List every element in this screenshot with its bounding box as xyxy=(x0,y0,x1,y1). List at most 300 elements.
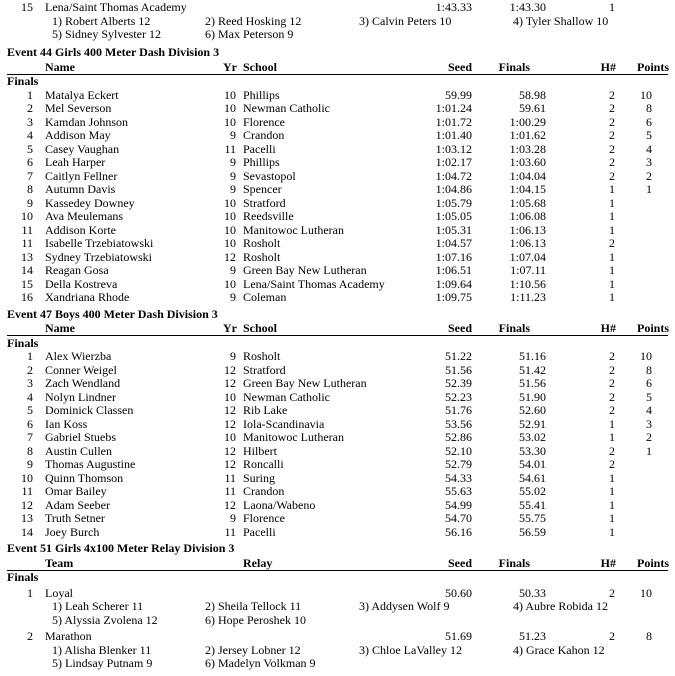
relay-member: 5) Sidney Sylvester 12 xyxy=(52,27,161,41)
place: 2 xyxy=(27,101,33,115)
athlete-name: Quinn Thomson xyxy=(45,470,124,485)
finals-time: 1:03.60 xyxy=(509,155,546,169)
finals-time: 1:07.11 xyxy=(510,263,546,277)
athlete-name: Joey Burch xyxy=(45,524,100,539)
place: 1 xyxy=(27,349,33,363)
relay-member: 2) Reed Hosking 12 xyxy=(205,13,302,28)
year: 12 xyxy=(224,457,236,471)
school: Roncalli xyxy=(243,457,284,471)
relay-member: 6) Madelyn Volkman 9 xyxy=(205,656,316,670)
event-title xyxy=(0,307,675,321)
place: 4 xyxy=(27,389,33,404)
place: 6 xyxy=(27,155,33,169)
athlete-name: Kassedey Downey xyxy=(45,195,135,210)
school: Phillips xyxy=(243,155,280,169)
athlete-name: Isabelle Trzebiatowski xyxy=(45,236,154,250)
points: 8 xyxy=(646,101,652,115)
athlete-name: Ava Meulemans xyxy=(45,209,124,223)
seed-time: 54.70 xyxy=(445,511,472,525)
result-row xyxy=(0,250,675,264)
school: Crandon xyxy=(243,484,285,498)
year: 11 xyxy=(224,141,236,156)
result-row xyxy=(0,363,675,377)
relay-member: 4) Grace Kahon 12 xyxy=(513,642,605,657)
seed-time: 1:04.57 xyxy=(435,236,472,250)
heat-number: 2 xyxy=(609,403,615,417)
place: 5 xyxy=(27,403,33,417)
points: 4 xyxy=(646,403,652,417)
place: 7 xyxy=(27,168,33,183)
event-title-text: Event 47 Boys 400 Meter Dash Division 3 xyxy=(7,306,218,321)
seed-time: 1:06.51 xyxy=(435,263,472,277)
place: 11 xyxy=(21,236,33,250)
finals-time: 58.98 xyxy=(519,87,546,102)
athlete-name: Ian Koss xyxy=(45,416,88,431)
year: 11 xyxy=(224,470,236,485)
athlete-name: Caitlyn Fellner xyxy=(45,168,118,183)
school: Lena/Saint Thomas Academy xyxy=(243,276,385,291)
result-row xyxy=(0,223,675,237)
year: 10 xyxy=(224,276,236,291)
place: 7 xyxy=(27,430,33,444)
place: 12 xyxy=(21,497,33,512)
place: 9 xyxy=(27,457,33,471)
year: 9 xyxy=(230,349,236,363)
result-row xyxy=(0,484,675,498)
seed-time: 1:01.40 xyxy=(435,128,472,142)
place: 3 xyxy=(27,376,33,390)
header-points: Points xyxy=(636,321,669,335)
athlete-name: Nolyn Lindner xyxy=(45,389,116,404)
team-name: Marathon xyxy=(45,629,92,643)
place: 14 xyxy=(21,263,33,277)
school: Manitowoc Lutheran xyxy=(243,222,344,237)
result-row xyxy=(0,263,675,277)
event-title xyxy=(0,541,675,555)
finals-time: 1:10.56 xyxy=(509,276,546,291)
result-row xyxy=(0,471,675,485)
header-relay: Relay xyxy=(243,555,273,570)
athlete-name: Leah Harper xyxy=(45,155,106,169)
place: 1 xyxy=(27,87,33,102)
heat-number: 1 xyxy=(609,470,615,485)
team-name: Lena/Saint Thomas Academy xyxy=(45,0,187,14)
seed-time: 51.56 xyxy=(445,362,472,377)
header-seed: Seed xyxy=(448,59,472,74)
relay-member: 6) Max Peterson 9 xyxy=(205,27,294,41)
seed-time: 54.33 xyxy=(445,470,472,485)
points: 2 xyxy=(646,430,652,444)
heat-number: 1 xyxy=(609,209,615,223)
year: 12 xyxy=(224,249,236,264)
athlete-name: Kamdan Johnson xyxy=(45,114,128,129)
athlete-name: Gabriel Stuebs xyxy=(45,430,116,444)
section-label xyxy=(0,74,675,88)
year: 12 xyxy=(224,416,236,431)
team-name: Loyal xyxy=(45,585,73,600)
header-heat: H# xyxy=(600,59,616,74)
result-row xyxy=(0,88,675,102)
year: 12 xyxy=(224,497,236,512)
finals-time: 1:06.08 xyxy=(509,209,546,223)
finals-time: 51.56 xyxy=(519,376,546,390)
result-row xyxy=(0,128,675,142)
finals-time: 59.61 xyxy=(519,101,546,115)
finals-time: 53.30 xyxy=(519,443,546,458)
column-headers xyxy=(0,321,675,335)
year: 9 xyxy=(230,263,236,277)
result-row xyxy=(0,155,675,169)
event-title xyxy=(0,45,675,59)
school: Coleman xyxy=(243,290,287,304)
relay-members-row xyxy=(0,613,675,627)
school: Crandon xyxy=(243,128,285,142)
result-row xyxy=(0,349,675,363)
year: 9 xyxy=(230,128,236,142)
finals-time: 1:00.29 xyxy=(509,114,546,129)
heat-number: 2 xyxy=(609,629,615,643)
place: 2 xyxy=(27,362,33,377)
year: 12 xyxy=(224,376,236,390)
points: 1 xyxy=(646,182,652,196)
heat-number: 1 xyxy=(609,249,615,264)
finals-time: 56.59 xyxy=(519,524,546,539)
header-heat: H# xyxy=(600,321,616,335)
seed-time: 1:05.05 xyxy=(435,209,472,223)
header-seed: Seed xyxy=(448,555,472,570)
year: 10 xyxy=(224,195,236,210)
points: 5 xyxy=(646,128,652,142)
heat-number: 1 xyxy=(609,511,615,525)
year: 9 xyxy=(230,168,236,183)
place: 6 xyxy=(27,416,33,431)
seed-time: 1:09.64 xyxy=(435,276,472,291)
header-school: School xyxy=(243,321,278,335)
seed-time: 53.56 xyxy=(445,416,472,431)
place: 13 xyxy=(21,511,33,525)
place: 11 xyxy=(21,222,33,237)
relay-member: 1) Leah Scherer 11 xyxy=(52,599,144,613)
heat-number: 1 xyxy=(609,497,615,512)
athlete-name: Addison May xyxy=(45,128,111,142)
seed-time: 56.16 xyxy=(445,524,472,539)
relay-members-row xyxy=(0,656,675,670)
finals-time: 50.33 xyxy=(519,585,546,600)
school: Phillips xyxy=(243,87,280,102)
athlete-name: Conner Weigel xyxy=(45,362,117,377)
result-row xyxy=(0,115,675,129)
place: 15 xyxy=(21,0,33,14)
header-name: Name xyxy=(45,59,75,74)
place: 9 xyxy=(27,195,33,210)
section-label xyxy=(0,570,675,584)
relay-member: 5) Alyssia Zvolena 12 xyxy=(52,612,158,627)
athlete-name: Della Kostreva xyxy=(45,276,118,291)
finals-time: 1:04.15 xyxy=(509,182,546,196)
relay-member: 2) Sheila Tellock 11 xyxy=(205,599,302,613)
result-row xyxy=(0,277,675,291)
finals-time: 54.01 xyxy=(519,457,546,471)
year: 9 xyxy=(230,290,236,304)
athlete-name: Adam Seeber xyxy=(45,497,110,512)
heat-number: 1 xyxy=(609,222,615,237)
result-row xyxy=(0,236,675,250)
place: 2 xyxy=(27,629,33,643)
result-row xyxy=(0,390,675,404)
seed-time: 1:43.33 xyxy=(435,0,472,14)
relay-team-row xyxy=(0,0,675,14)
year: 11 xyxy=(224,524,236,539)
place: 8 xyxy=(27,443,33,458)
result-row xyxy=(0,525,675,539)
points: 4 xyxy=(646,141,652,156)
year: 10 xyxy=(224,430,236,444)
points: 8 xyxy=(646,362,652,377)
result-row xyxy=(0,444,675,458)
relay-member: 1) Robert Alberts 12 xyxy=(52,13,151,28)
heat-number: 2 xyxy=(609,376,615,390)
finals-time: 54.61 xyxy=(519,470,546,485)
heat-number: 1 xyxy=(609,0,615,14)
heat-number: 2 xyxy=(609,168,615,183)
finals-time: 51.42 xyxy=(519,362,546,377)
place: 11 xyxy=(21,484,33,498)
relay-member: 1) Alisha Blenker 11 xyxy=(52,642,152,657)
relay-members-row xyxy=(0,599,675,613)
header-points: Points xyxy=(636,555,669,570)
place: 10 xyxy=(21,470,33,485)
heat-number: 2 xyxy=(609,443,615,458)
year: 9 xyxy=(230,182,236,196)
school: Newman Catholic xyxy=(243,389,330,404)
school: Stratford xyxy=(243,195,286,210)
header-name: Name xyxy=(45,321,75,335)
seed-time: 52.79 xyxy=(445,457,472,471)
heat-number: 2 xyxy=(609,128,615,142)
school: Stratford xyxy=(243,362,286,377)
header-yr: Yr xyxy=(223,321,237,335)
year: 10 xyxy=(224,389,236,404)
school: Pacelli xyxy=(243,141,276,156)
finals-time: 1:06.13 xyxy=(509,222,546,237)
result-row xyxy=(0,430,675,444)
school: Sevastopol xyxy=(243,168,296,183)
relay-member: 5) Lindsay Putnam 9 xyxy=(52,656,153,670)
school: Laona/Wabeno xyxy=(243,497,316,512)
seed-time: 1:09.75 xyxy=(435,290,472,304)
section-label-text: Finals xyxy=(7,74,39,88)
athlete-name: Omar Bailey xyxy=(45,484,107,498)
points: 6 xyxy=(646,114,652,129)
school: Spencer xyxy=(243,182,282,196)
relay-member: 4) Tyler Shallow 10 xyxy=(513,13,609,28)
event-title-text: Event 51 Girls 4x100 Meter Relay Division 3 xyxy=(7,541,235,555)
seed-time: 1:05.79 xyxy=(435,195,472,210)
seed-time: 51.22 xyxy=(445,349,472,363)
result-row xyxy=(0,403,675,417)
result-row xyxy=(0,511,675,525)
result-row xyxy=(0,209,675,223)
header-heat: H# xyxy=(600,555,616,570)
heat-number: 1 xyxy=(609,263,615,277)
header-finals: Finals xyxy=(498,321,530,335)
event-title-text: Event 44 Girls 400 Meter Dash Division 3 xyxy=(7,45,220,59)
header-points: Points xyxy=(636,59,669,74)
points: 5 xyxy=(646,389,652,404)
result-row xyxy=(0,417,675,431)
result-row xyxy=(0,182,675,196)
heat-number: 2 xyxy=(609,87,615,102)
header-finals: Finals xyxy=(498,59,530,74)
finals-time: 1:06.13 xyxy=(509,236,546,250)
header-team: Team xyxy=(45,555,74,570)
heat-number: 2 xyxy=(609,362,615,377)
seed-time: 1:03.12 xyxy=(435,141,472,156)
athlete-name: Addison Korte xyxy=(45,222,116,237)
school: Florence xyxy=(243,114,285,129)
year: 10 xyxy=(224,236,236,250)
athlete-name: Zach Wendland xyxy=(45,376,121,390)
seed-time: 1:04.72 xyxy=(435,168,472,183)
heat-number: 2 xyxy=(609,349,615,363)
points: 10 xyxy=(640,349,652,363)
place: 1 xyxy=(27,585,33,600)
points: 10 xyxy=(640,585,652,600)
relay-members-row xyxy=(0,27,675,41)
year: 9 xyxy=(230,511,236,525)
finals-time: 51.23 xyxy=(519,629,546,643)
heat-number: 2 xyxy=(609,457,615,471)
relay-team-row xyxy=(0,629,675,643)
year: 10 xyxy=(224,87,236,102)
finals-time: 1:01.62 xyxy=(509,128,546,142)
result-row xyxy=(0,457,675,471)
school: Reedsville xyxy=(243,209,294,223)
place: 3 xyxy=(27,114,33,129)
heat-number: 1 xyxy=(609,430,615,444)
seed-time: 59.99 xyxy=(445,87,472,102)
relay-member: 3) Calvin Peters 10 xyxy=(359,13,452,28)
seed-time: 1:05.31 xyxy=(435,222,472,237)
school: Hilbert xyxy=(243,443,277,458)
header-finals: Finals xyxy=(498,555,530,570)
relay-member: 3) Chloe LaValley 12 xyxy=(359,642,462,657)
points: 10 xyxy=(640,87,652,102)
athlete-name: Alex Wierzba xyxy=(45,349,112,363)
finals-time: 51.90 xyxy=(519,389,546,404)
finals-time: 55.75 xyxy=(519,511,546,525)
heat-number: 2 xyxy=(609,114,615,129)
result-row xyxy=(0,290,675,304)
athlete-name: Sydney Trzebiatowski xyxy=(45,249,153,264)
points: 8 xyxy=(646,629,652,643)
column-headers xyxy=(0,556,675,570)
year: 10 xyxy=(224,222,236,237)
section-label-text: Finals xyxy=(7,335,39,350)
school: Iola-Scandinavia xyxy=(243,416,325,431)
result-row xyxy=(0,376,675,390)
year: 11 xyxy=(224,484,236,498)
place: 14 xyxy=(21,524,33,539)
athlete-name: Austin Cullen xyxy=(45,443,113,458)
heat-number: 1 xyxy=(609,484,615,498)
seed-time: 51.69 xyxy=(445,629,472,643)
section-label xyxy=(0,336,675,350)
school: Rosholt xyxy=(243,349,281,363)
school: Newman Catholic xyxy=(243,101,330,115)
points: 2 xyxy=(646,168,652,183)
school: Manitowoc Lutheran xyxy=(243,430,344,444)
heat-number: 2 xyxy=(609,389,615,404)
result-row xyxy=(0,169,675,183)
finals-time: 1:07.04 xyxy=(509,249,546,264)
section-label-text: Finals xyxy=(7,570,39,584)
seed-time: 50.60 xyxy=(445,585,472,600)
finals-time: 1:05.68 xyxy=(509,195,546,210)
school: Rib Lake xyxy=(243,403,288,417)
athlete-name: Reagan Gosa xyxy=(45,263,109,277)
school: Florence xyxy=(243,511,285,525)
heat-number: 1 xyxy=(609,290,615,304)
heat-number: 1 xyxy=(609,276,615,291)
relay-member: 4) Aubre Robida 12 xyxy=(513,599,608,613)
header-seed: Seed xyxy=(448,321,472,335)
heat-number: 1 xyxy=(609,524,615,539)
relay-members-row xyxy=(0,643,675,657)
athlete-name: Mel Severson xyxy=(45,101,112,115)
year: 9 xyxy=(230,155,236,169)
athlete-name: Casey Vaughan xyxy=(45,141,120,156)
seed-time: 1:01.72 xyxy=(435,114,472,129)
seed-time: 51.76 xyxy=(445,403,472,417)
result-row xyxy=(0,142,675,156)
school: Pacelli xyxy=(243,524,276,539)
heat-number: 1 xyxy=(609,182,615,196)
athlete-name: Xandriana Rhode xyxy=(45,290,130,304)
seed-time: 1:02.17 xyxy=(435,155,472,169)
seed-time: 55.63 xyxy=(445,484,472,498)
seed-time: 54.99 xyxy=(445,497,472,512)
place: 15 xyxy=(21,276,33,291)
heat-number: 1 xyxy=(609,195,615,210)
athlete-name: Dominick Classen xyxy=(45,403,134,417)
header-school: School xyxy=(243,59,278,74)
finals-time: 1:03.28 xyxy=(509,141,546,156)
year: 12 xyxy=(224,443,236,458)
school: Green Bay New Lutheran xyxy=(243,263,367,277)
place: 4 xyxy=(27,128,33,142)
school: Rosholt xyxy=(243,236,281,250)
athlete-name: Thomas Augustine xyxy=(45,457,136,471)
year: 12 xyxy=(224,362,236,377)
heat-number: 2 xyxy=(609,101,615,115)
finals-time: 1:11.23 xyxy=(510,290,546,304)
heat-number: 2 xyxy=(609,155,615,169)
place: 13 xyxy=(21,249,33,264)
place: 8 xyxy=(27,182,33,196)
points: 3 xyxy=(646,155,652,169)
heat-number: 2 xyxy=(609,236,615,250)
seed-time: 1:04.86 xyxy=(435,182,472,196)
points: 1 xyxy=(646,443,652,458)
seed-time: 52.86 xyxy=(445,430,472,444)
relay-member: 3) Addysen Wolf 9 xyxy=(359,599,450,613)
place: 16 xyxy=(21,290,33,304)
school: Suring xyxy=(243,470,276,485)
seed-time: 1:07.16 xyxy=(435,249,472,264)
finals-time: 1:04.04 xyxy=(509,168,546,183)
result-row xyxy=(0,196,675,210)
